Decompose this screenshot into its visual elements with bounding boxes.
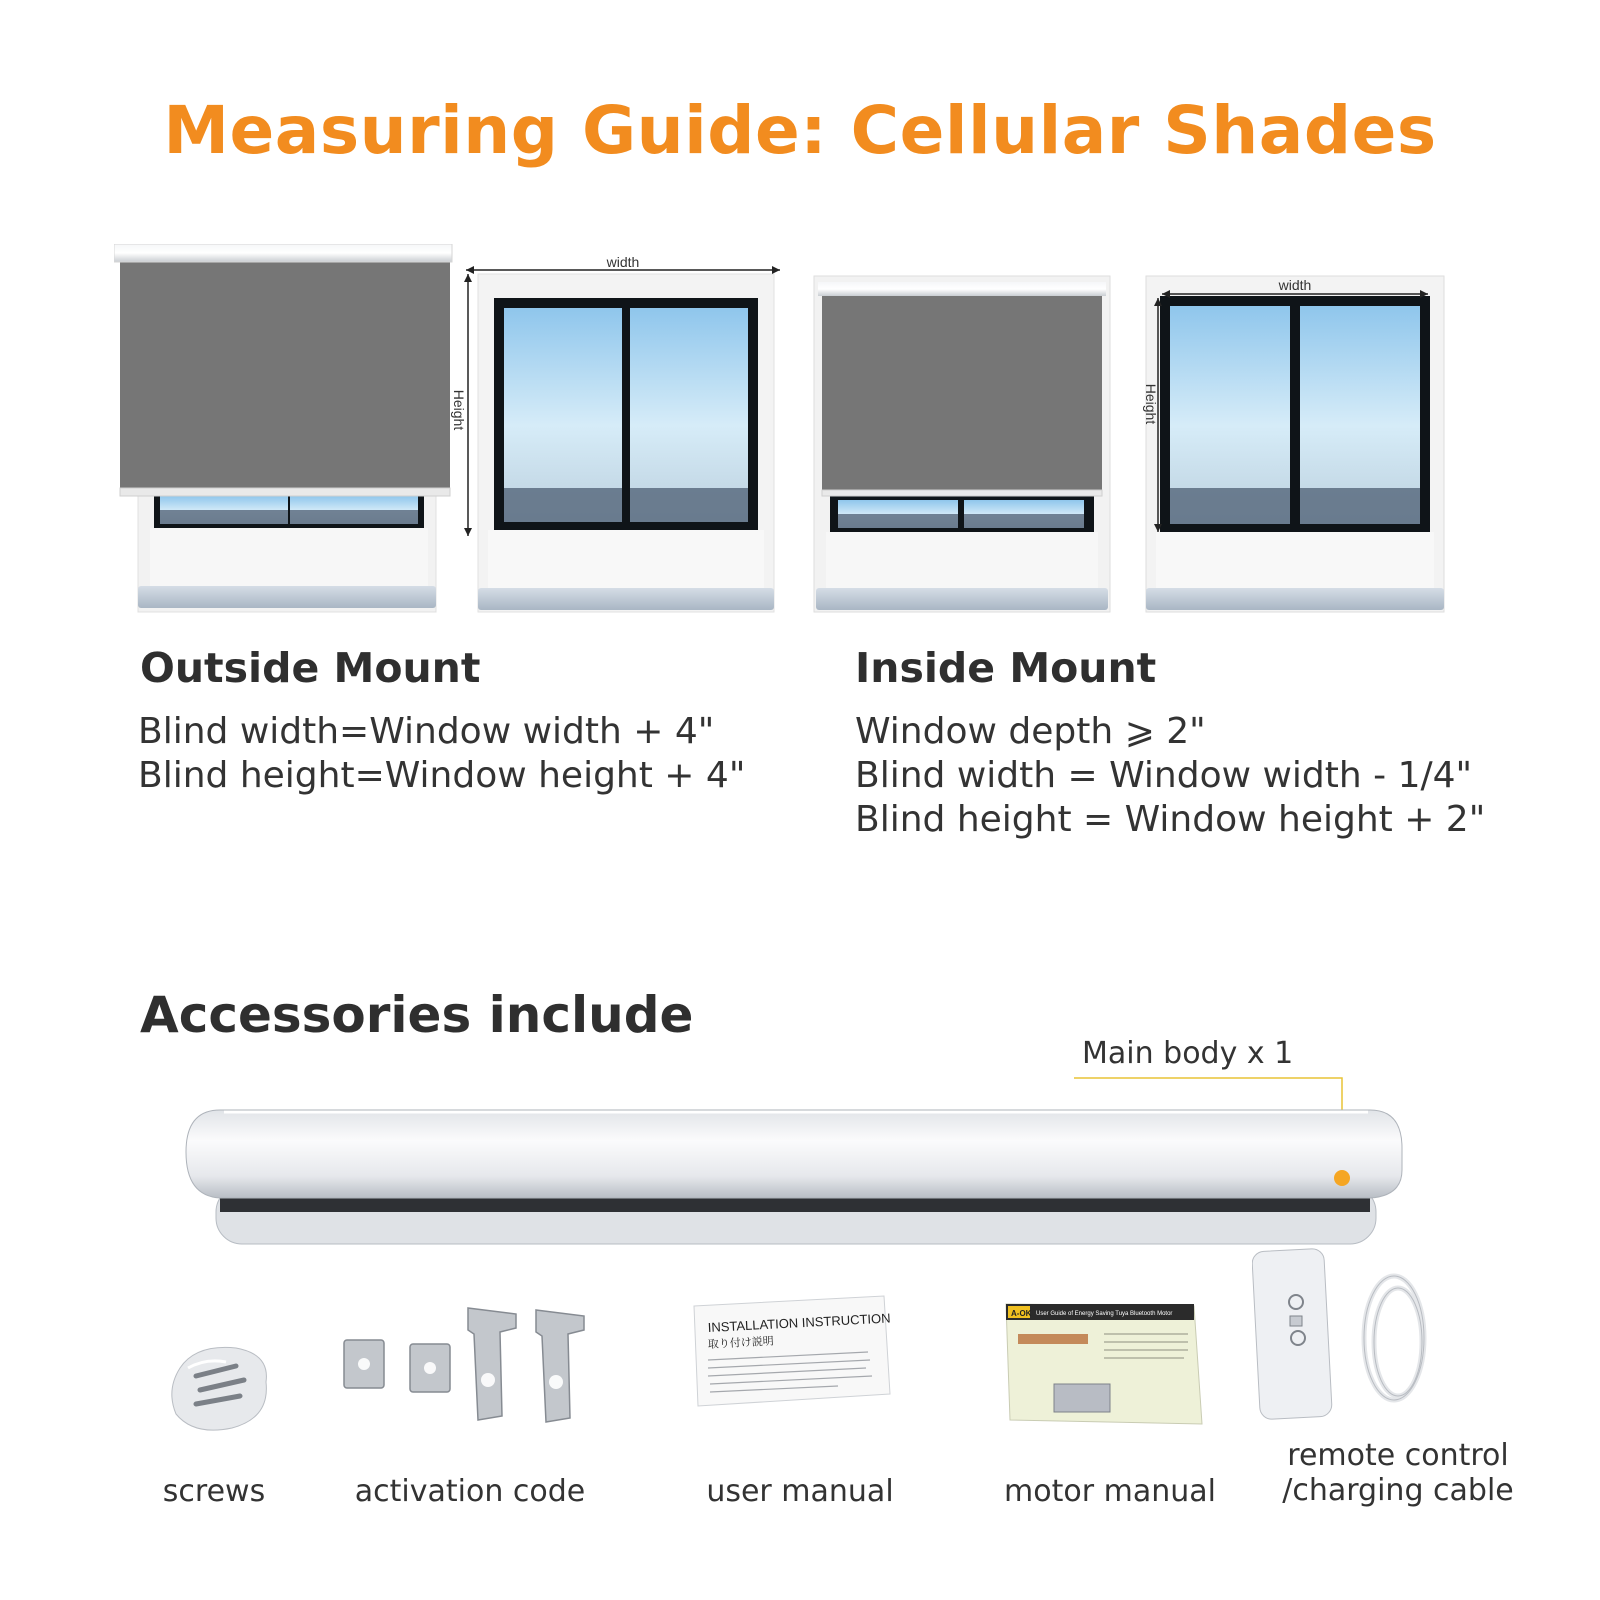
remote-and-cable-image (1252, 1246, 1442, 1426)
height-dimension-label: Height (451, 389, 467, 431)
main-body-callout: Main body x 1 (1082, 1036, 1294, 1071)
main-body-cassette-image (180, 1100, 1410, 1264)
outside-height-formula: Blind height=Window height + 4" (138, 755, 746, 796)
motor-manual-title: User Guide of Energy Saving Tuya Bluetooth Motor (1036, 1311, 1173, 1317)
outside-width-formula: Blind width=Window width + 4" (138, 711, 715, 752)
inside-mount-heading: Inside Mount (855, 644, 1157, 692)
width-dimension-label: width (1278, 277, 1312, 293)
motor-manual-image (1004, 1300, 1204, 1430)
inside-depth-formula: Window depth ⩾ 2" (855, 711, 1206, 752)
mounting-brackets-image (340, 1298, 600, 1432)
accessory-label-activation-code: activation code (354, 1474, 586, 1509)
motor-manual-brand: A-OK (1011, 1309, 1032, 1318)
screws-image (166, 1338, 276, 1442)
inside-height-formula: Blind height = Window height + 2" (855, 799, 1486, 840)
manual-title-text: INSTALLATION INSTRUCTION (707, 1310, 891, 1335)
accessories-heading: Accessories include (140, 986, 694, 1044)
width-dimension-label: width (606, 254, 640, 270)
accessory-label-screws: screws (162, 1474, 266, 1509)
page-title: Measuring Guide: Cellular Shades (163, 92, 1437, 169)
accessory-label-user-manual: user manual (706, 1474, 894, 1509)
outside-mount-heading: Outside Mount (140, 644, 481, 692)
accessory-label-remote-control: remote control /charging cable (1282, 1438, 1514, 1508)
accessory-label-motor-manual: motor manual (1004, 1474, 1216, 1509)
manual-subtitle-text: 取り付け説明 (707, 1334, 775, 1351)
user-manual-image (688, 1290, 898, 1424)
height-dimension-label: Height (1143, 383, 1159, 425)
inside-width-formula: Blind width = Window width - 1/4" (855, 755, 1473, 796)
main-body-marker-dot (1334, 1170, 1350, 1186)
